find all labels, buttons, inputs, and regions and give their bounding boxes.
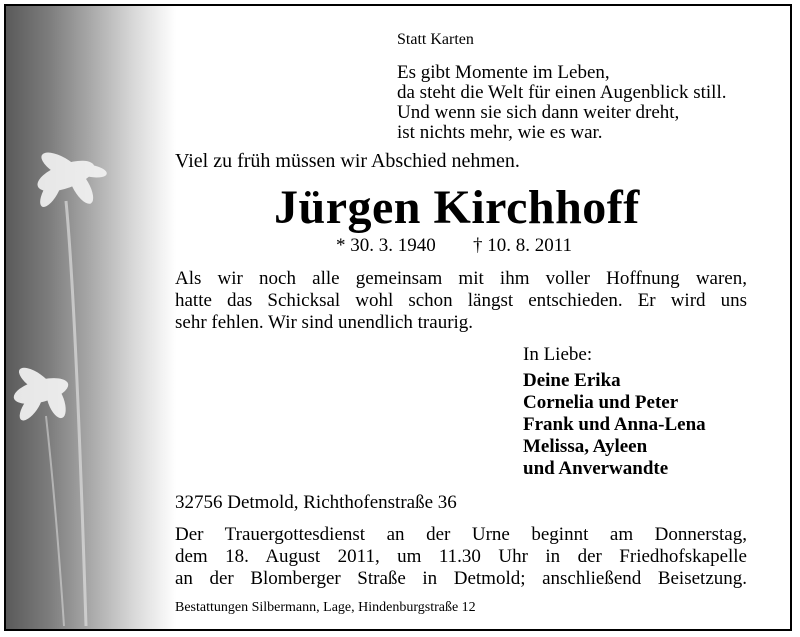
message-line: Als wir noch alle gemeinsam mit ihm voller Hoffnung waren, [175,268,747,289]
message-line: hatte das Schicksal wohl schon längst entschieden. Er wird uns [175,290,747,311]
signature-name: Melissa, Ayleen [523,436,648,457]
poem-line: da steht die Welt für einen Augenblick still. [397,82,727,103]
signature-name: Deine Erika [523,370,621,391]
signature-name: und Anverwandte [523,458,669,479]
flower-illustration [6,6,176,631]
poem-line: Es gibt Momente im Leben, [397,62,610,83]
obituary-card [4,4,792,631]
death-date: † 10. 8. 2011 [473,235,573,256]
poem-line: ist nichts mehr, wie es war. [397,122,603,143]
address: 32756 Detmold, Richthofenstraße 36 [175,492,457,513]
poem-line: Und wenn sie sich dann weiter dreht, [397,102,680,123]
statt-karten: Statt Karten [397,31,474,48]
deceased-name: Jürgen Kirchhoff [274,181,640,234]
birth-date: * 30. 3. 1940 [336,235,436,256]
service-line: an der Blomberger Straße in Detmold; anschließend Beisetzung. [175,568,747,589]
intro-line: Viel zu früh müssen wir Abschied nehmen. [175,150,520,172]
flower-image [6,6,176,629]
signature-name: Cornelia und Peter [523,392,679,413]
service-line: Der Trauergottesdienst an der Urne beginnt am Donnerstag, [175,524,747,545]
funeral-home: Bestattungen Silbermann, Lage, Hindenburgstraße 12 [175,600,476,615]
signature-name: Frank und Anna-Lena [523,414,706,435]
signature-heading: In Liebe: [523,344,593,365]
message-line: sehr fehlen. Wir sind unendlich traurig. [175,312,474,333]
service-line: dem 18. August 2011, um 11.30 Uhr in der Friedhofskapelle [175,546,747,567]
